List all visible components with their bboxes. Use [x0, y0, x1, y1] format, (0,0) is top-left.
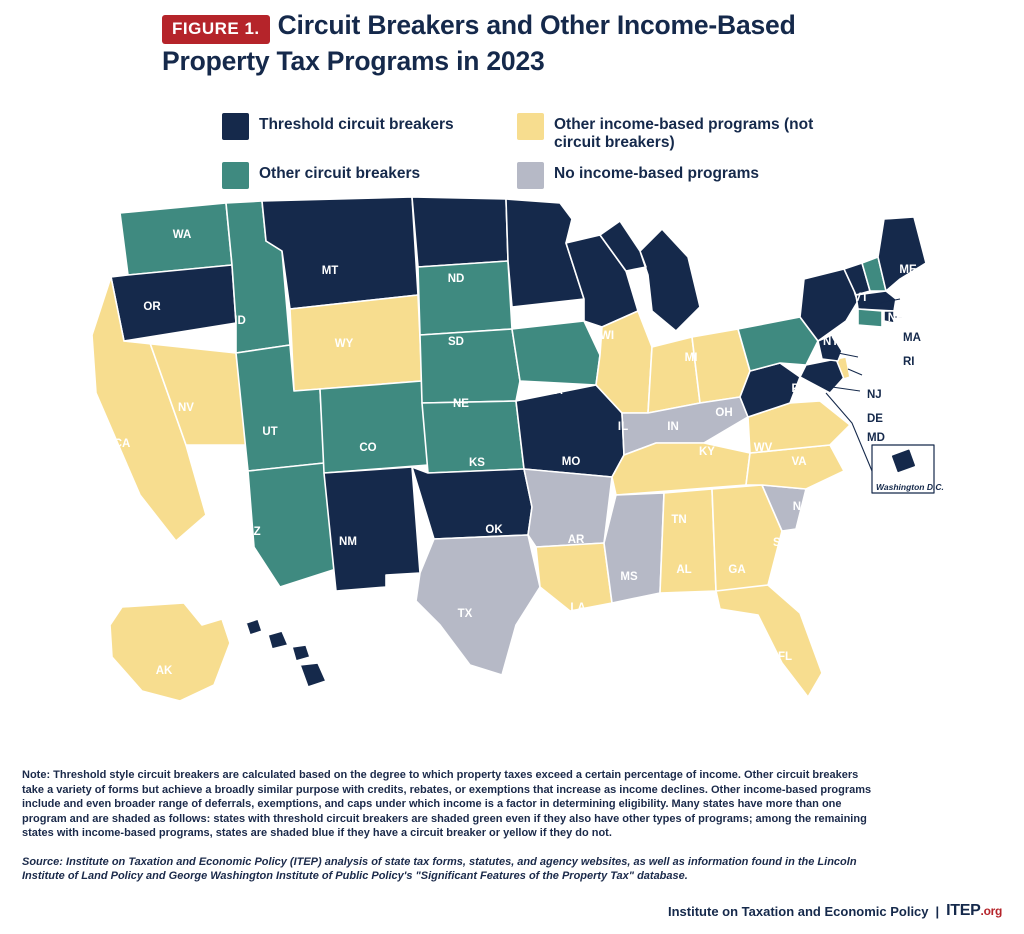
state-label-AR: AR [567, 534, 585, 547]
state-label-NM: NM [339, 536, 357, 549]
state-label-MD: MD [867, 432, 885, 445]
state-label-ID: ID [234, 315, 246, 328]
state-label-MT: MT [321, 265, 339, 278]
state-label-OR: OR [143, 301, 161, 314]
state-CT[interactable] [858, 309, 882, 327]
state-label-MA: MA [903, 332, 921, 345]
legend-swatch-other-circuit [222, 162, 249, 189]
state-label-OH: OH [715, 407, 733, 420]
itep-logo-suffix: .org [980, 904, 1002, 918]
itep-logo[interactable] [946, 902, 1002, 920]
state-SD[interactable] [418, 261, 512, 335]
state-HI[interactable] [246, 619, 326, 687]
itep-logo-text: ITEP [946, 902, 981, 919]
page-title: Circuit Breakers and Other Income-Based Property Tax Programs in 2023 [162, 10, 796, 77]
state-ME[interactable] [878, 217, 926, 291]
state-label-RI: RI [903, 356, 915, 369]
state-NE[interactable] [420, 329, 520, 403]
state-AL[interactable] [660, 489, 716, 593]
state-OR[interactable] [111, 265, 236, 341]
legend-swatch-none [517, 162, 544, 189]
footer-org: Institute on Taxation and Economic Policy [668, 903, 929, 919]
state-label-DE: DE [867, 413, 883, 426]
state-label-AK: AK [155, 665, 173, 678]
state-IA[interactable] [512, 321, 600, 385]
state-label-SC: SC [773, 537, 789, 550]
state-label-MS: MS [620, 571, 638, 584]
state-MS[interactable] [604, 493, 664, 603]
state-label-AZ: AZ [245, 526, 261, 539]
state-label-NH: NH [887, 312, 905, 325]
legend-item-other-income [517, 113, 824, 152]
state-label-MI: MI [684, 352, 698, 365]
state-label-GA: GA [728, 564, 746, 577]
state-IN[interactable] [648, 337, 700, 413]
legend-item-none [517, 162, 759, 189]
state-label-TN: TN [671, 514, 687, 527]
state-label-MN: MN [534, 306, 552, 319]
state-LA[interactable] [536, 543, 612, 611]
state-CO[interactable] [320, 381, 428, 473]
state-label-WI: WI [599, 330, 615, 343]
state-label-CO: CO [359, 442, 377, 455]
state-label-NJ: NJ [867, 389, 882, 402]
state-label-IL: IL [617, 421, 629, 434]
state-NM[interactable] [324, 467, 420, 591]
state-label-UT: UT [262, 426, 278, 439]
legend-label-threshold: Threshold circuit breakers [259, 116, 454, 133]
state-label-FL: FL [777, 651, 793, 664]
legend-item-threshold [222, 113, 517, 152]
state-AZ[interactable] [248, 463, 336, 587]
us-choropleth-map [0, 195, 1024, 755]
source-text: Source: Institute on Taxation and Economic Policy (ITEP) analysis of state tax forms, statutes, and agency websites, as well as information found in the Lincoln Institute of Land Policy and George Washington Institute of Public Policy's "Significant Features of the Property Tax" database. [22, 855, 857, 882]
leader-line-md [832, 387, 860, 391]
state-label-WY: WY [334, 338, 354, 351]
footer-separator: | [935, 903, 940, 919]
state-label-WV: WV [753, 442, 773, 455]
state-label-ND: ND [447, 273, 465, 286]
state-label-NY: NY [823, 336, 839, 349]
state-label-NE: NE [453, 398, 469, 411]
state-label-IN: IN [667, 421, 679, 434]
state-label-CA: CA [113, 438, 131, 451]
legend-label-other-income: Other income-based programs (not circuit breakers) [554, 116, 814, 151]
state-label-OK: OK [485, 524, 503, 537]
state-label-LA: LA [570, 602, 586, 615]
state-ND[interactable] [412, 197, 508, 267]
state-label-SD: SD [448, 336, 464, 349]
note-text: Note: Threshold style circuit breakers are calculated based on the degree to which property taxes exceed a certain percentage of income. Other circuit breakers take a variety of forms but achieve a broadly similar purpose with credits, rebates, or exemptions that increase as income declines. Other income-based programs include and even broader range of deferrals, exemptions, and caps under which income is a factor in determining eligibility. Many states have more than one program and are shaded as follows: states with threshold circuit breakers are shaded green even if they also have other types of programs; among the remaining states with income-based programs, states are shaded blue if they have a circuit breaker or yellow if they do not. [22, 769, 872, 839]
state-label-MO: MO [561, 456, 581, 469]
state-label-VA: VA [791, 456, 807, 469]
state-label-IA: IA [551, 385, 563, 398]
footer [668, 902, 1002, 920]
legend-swatch-other-income [517, 113, 544, 140]
state-label-KS: KS [469, 457, 485, 470]
legend-label-none: No income-based programs [554, 165, 759, 182]
figure-number-badge: FIGURE 1. [162, 15, 270, 44]
state-FL[interactable] [716, 585, 822, 697]
state-label-NC: NC [792, 501, 810, 514]
legend-swatch-threshold [222, 113, 249, 140]
legend-item-other-circuit [222, 162, 517, 189]
state-label-AL: AL [676, 564, 692, 577]
figure-header [0, 8, 1024, 78]
state-label-PA: PA [791, 383, 807, 396]
map-legend [222, 113, 842, 199]
state-label-VT: VT [853, 292, 869, 305]
dc-inset-label: Washington D.C. [876, 482, 944, 492]
state-label-WA: WA [172, 229, 192, 242]
state-label-TX: TX [457, 608, 473, 621]
state-label-HI: HI [312, 697, 324, 710]
legend-label-other-circuit: Other circuit breakers [259, 165, 421, 182]
notes-block [22, 768, 882, 884]
state-WY[interactable] [290, 295, 422, 391]
state-label-CT: CT [862, 352, 878, 365]
state-AK[interactable] [110, 603, 230, 701]
state-TX[interactable] [416, 535, 540, 675]
state-label-ME: ME [899, 264, 917, 277]
state-label-KY: KY [699, 446, 715, 459]
state-OK[interactable] [412, 467, 532, 539]
state-label-NV: NV [178, 402, 194, 415]
